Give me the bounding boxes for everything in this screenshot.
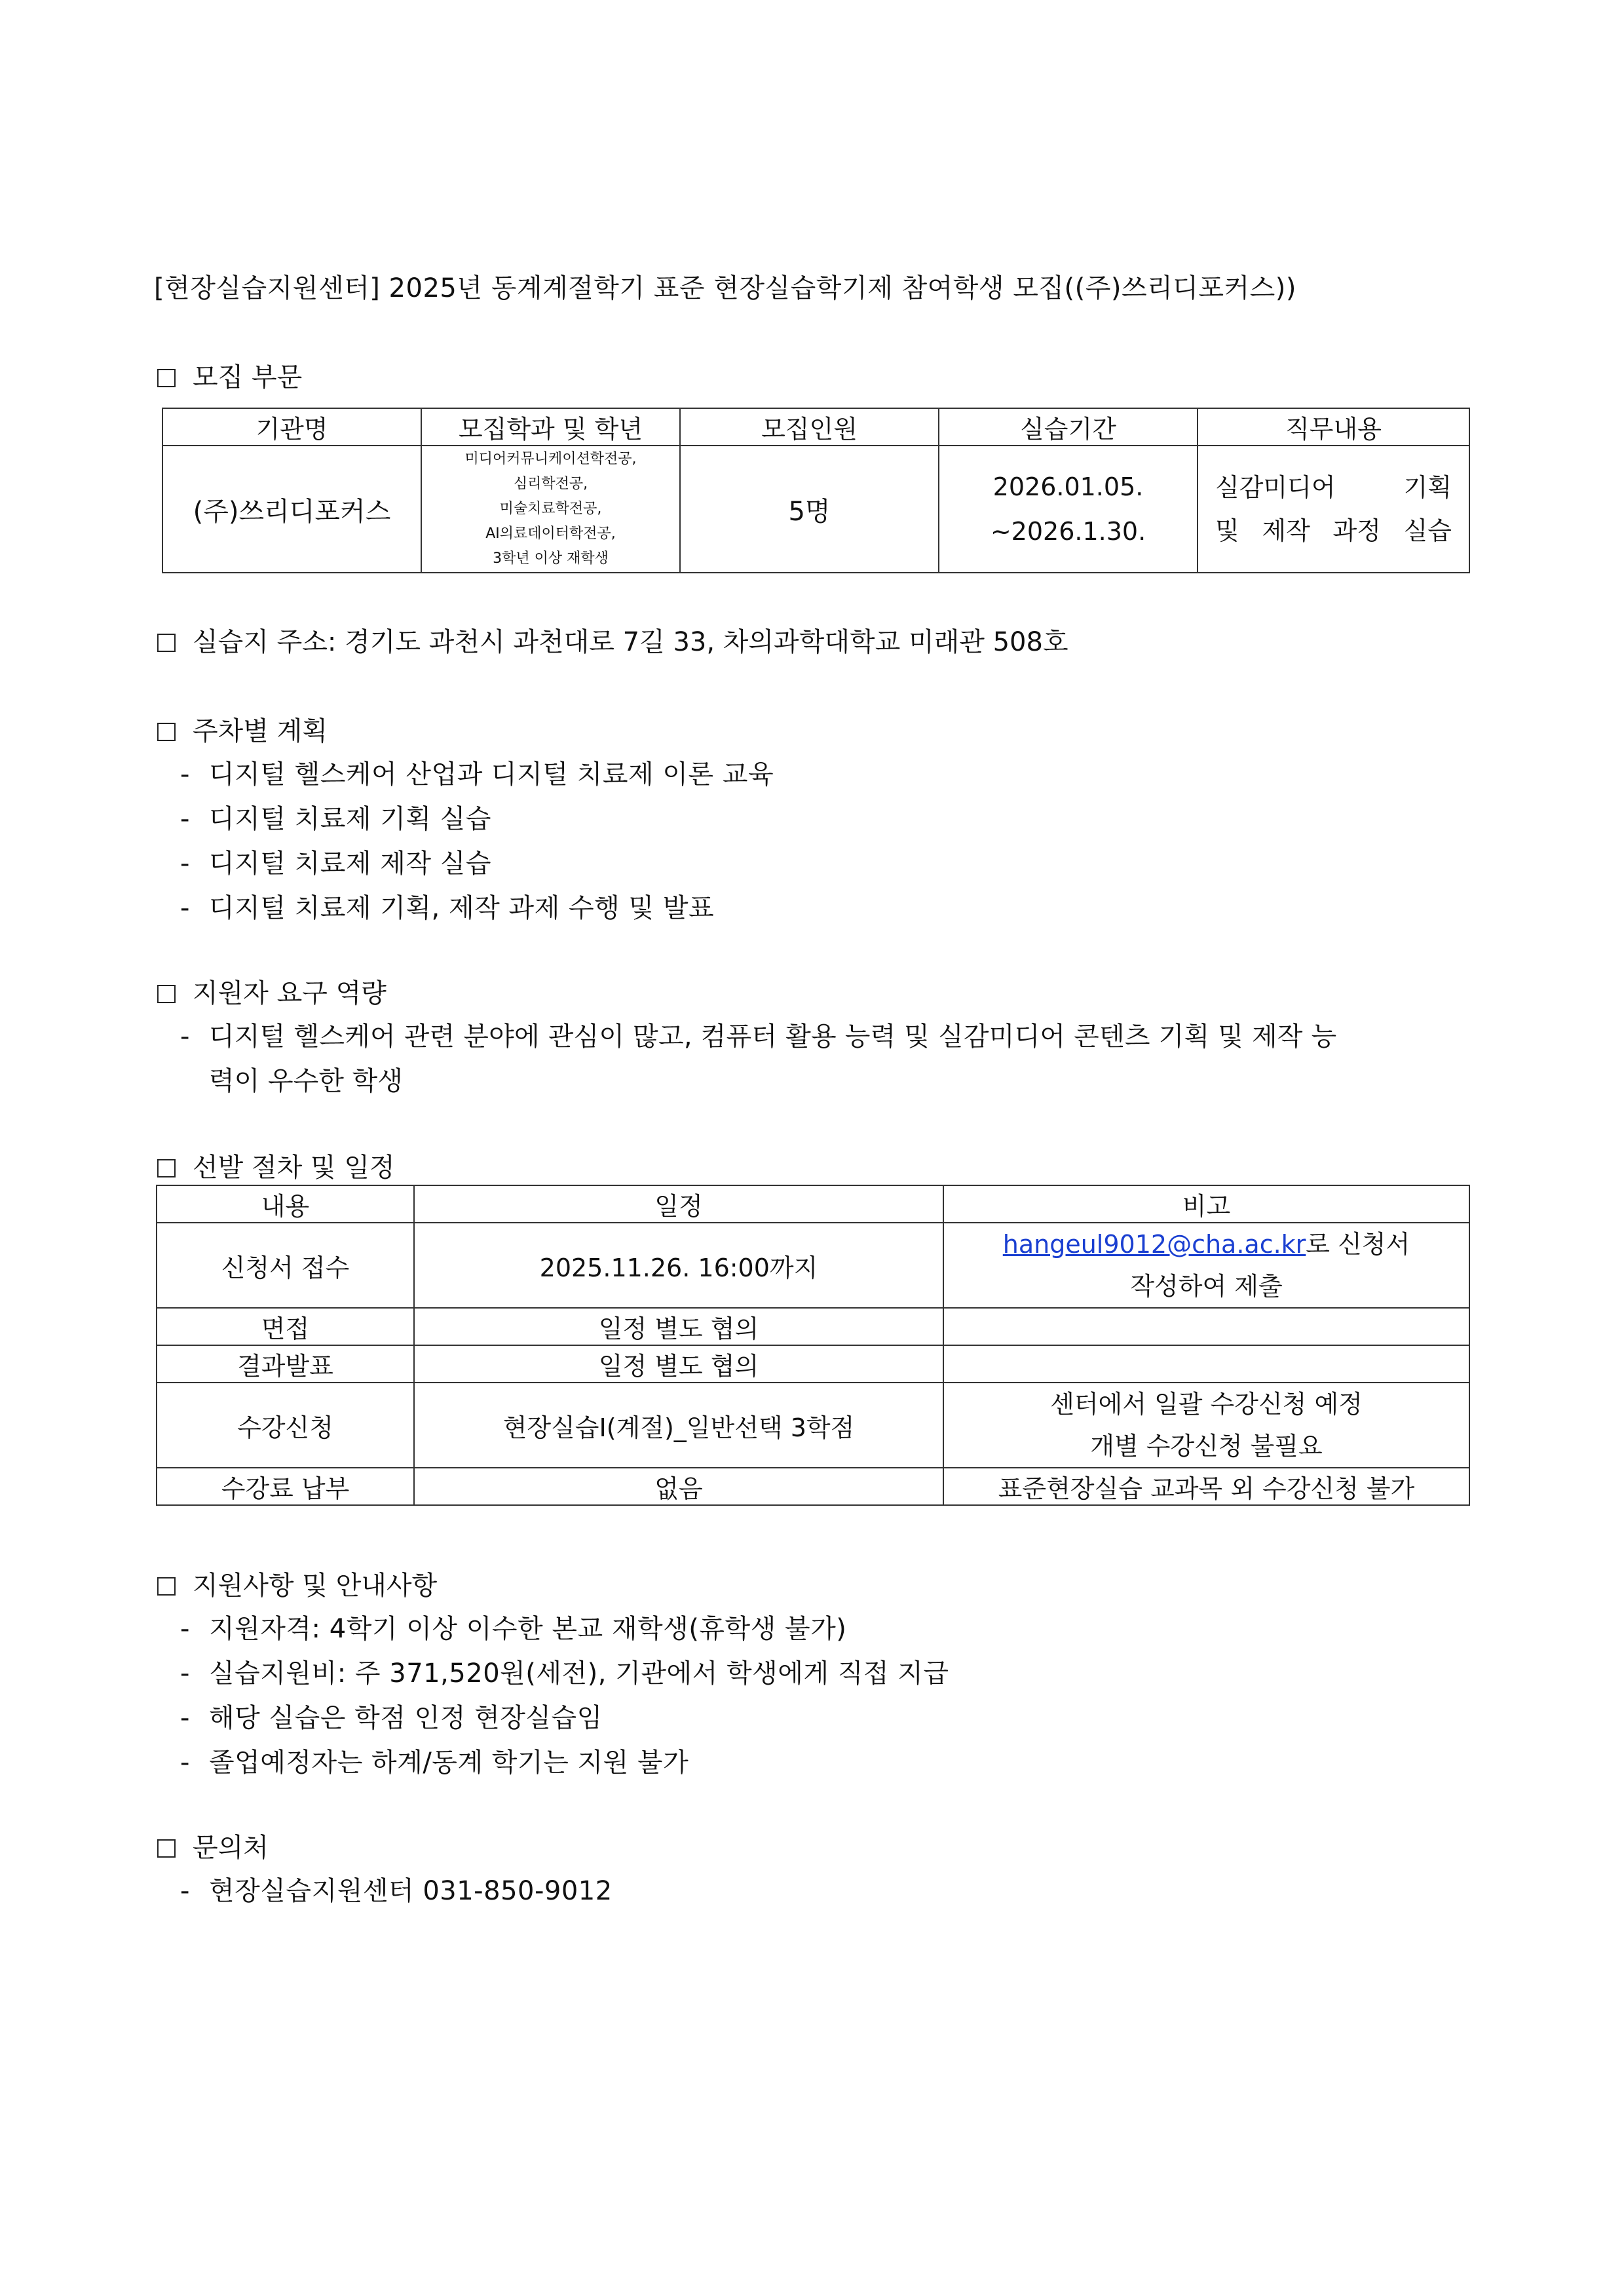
contact-heading: 문의처 xyxy=(157,1827,269,1864)
recruit-table-header-row xyxy=(162,408,1469,446)
recruit-table xyxy=(162,408,1470,573)
schedule-date: 현장실습Ⅰ(계절)_일반선택 3학점 xyxy=(414,1383,943,1468)
schedule-row xyxy=(157,1468,1469,1505)
header-duty: 직무내용 xyxy=(1198,408,1469,446)
competency-item-continued: 력이 우수한 학생 xyxy=(209,1066,403,1096)
schedule-note xyxy=(943,1383,1469,1468)
checkbox-square-icon xyxy=(157,1577,176,1596)
schedule-note xyxy=(943,1345,1469,1383)
note-line: 센터에서 일괄 수강신청 예정 xyxy=(1050,1390,1363,1419)
period-end: ~2026.1.30. xyxy=(990,517,1146,546)
schedule-table xyxy=(156,1185,1470,1506)
duty-line: 실감미디어 기획 xyxy=(1215,473,1452,502)
dept-line: AI의료데이터학전공, xyxy=(485,526,616,542)
dept-line: 미술치료학전공, xyxy=(499,501,602,517)
checkbox-square-icon xyxy=(157,369,176,387)
schedule-date: 2025.11.26. 16:00까지 xyxy=(414,1223,943,1308)
note-line: 개별 수강신청 불필요 xyxy=(1090,1432,1323,1461)
dept-line: 미디어커뮤니케이션학전공, xyxy=(464,451,637,467)
support-item: - 해당 실습은 학점 인정 현장실습임 xyxy=(180,1703,603,1733)
checkbox-square-icon xyxy=(157,723,176,741)
schedule-row xyxy=(157,1223,1469,1308)
support-item: - 지원자격: 4학기 이상 이수한 본교 재학생(휴학생 불가) xyxy=(180,1614,847,1644)
weekly-heading: 주차별 계획 xyxy=(157,710,328,748)
schedule-date: 없음 xyxy=(414,1468,943,1505)
schedule-item: 면접 xyxy=(157,1308,414,1345)
dept-line: 3학년 이상 재학생 xyxy=(493,550,609,567)
weekly-item: - 디지털 치료제 기획, 제작 과제 수행 및 발표 xyxy=(180,893,715,923)
dept-line: 심리학전공, xyxy=(513,476,588,492)
schedule-row xyxy=(157,1345,1469,1383)
schedule-note xyxy=(943,1308,1469,1345)
checkbox-square-icon xyxy=(157,1839,176,1858)
contact-item: - 현장실습지원센터 031-850-9012 xyxy=(180,1876,613,1906)
support-item: - 실습지원비: 주 371,520원(세전), 기관에서 학생에게 직접 지급 xyxy=(180,1658,949,1689)
document-title: [현장실습지원센터] 2025년 동계계절학기 표준 현장실습학기제 참여학생 모집((주)쓰리디포커스)) xyxy=(154,273,1297,303)
recruit-heading: 모집 부문 xyxy=(157,356,302,394)
schedule-date: 일정 별도 협의 xyxy=(414,1345,943,1383)
dept-cell xyxy=(421,446,680,573)
weekly-item: - 디지털 치료제 제작 실습 xyxy=(180,849,492,879)
header-item: 내용 xyxy=(157,1185,414,1223)
note-suffix: 로 신청서 xyxy=(1306,1230,1410,1259)
checkbox-square-icon xyxy=(157,1159,176,1177)
schedule-row xyxy=(157,1308,1469,1345)
schedule-item: 신청서 접수 xyxy=(157,1223,414,1308)
recruit-table-row xyxy=(162,446,1469,573)
email-link[interactable]: hangeul9012@cha.ac.kr xyxy=(1002,1230,1306,1259)
schedule-note: 표준현장실습 교과목 외 수강신청 불가 xyxy=(943,1468,1469,1505)
duty-cell xyxy=(1198,446,1469,573)
period-start: 2026.01.05. xyxy=(992,472,1144,501)
period-cell xyxy=(939,446,1198,573)
competency-heading: 지원자 요구 역량 xyxy=(157,972,387,1010)
competency-item: - 디지털 헬스케어 관련 분야에 관심이 많고, 컴퓨터 활용 능력 및 실감미디어 콘텐츠 기획 및 제작 능 xyxy=(180,1022,1337,1052)
schedule-item: 수강료 납부 xyxy=(157,1468,414,1505)
selection-heading: 선발 절차 및 일정 xyxy=(157,1147,395,1184)
schedule-header-row xyxy=(157,1185,1469,1223)
support-heading: 지원사항 및 안내사항 xyxy=(157,1565,437,1602)
header-date: 일정 xyxy=(414,1185,943,1223)
header-note: 비고 xyxy=(943,1185,1469,1223)
weekly-item: - 디지털 헬스케어 산업과 디지털 치료제 이론 교육 xyxy=(180,759,774,790)
address-line: 실습지 주소: 경기도 과천시 과천대로 7길 33, 차의과학대학교 미래관 508호 xyxy=(157,621,1068,659)
duty-line: 및 제작 과정 실습 xyxy=(1215,516,1452,545)
schedule-item: 결과발표 xyxy=(157,1345,414,1383)
header-dept: 모집학과 및 학년 xyxy=(421,408,680,446)
checkbox-square-icon xyxy=(157,634,176,652)
recruit-count: 5명 xyxy=(680,446,939,573)
header-org: 기관명 xyxy=(162,408,421,446)
schedule-item: 수강신청 xyxy=(157,1383,414,1468)
header-period: 실습기간 xyxy=(939,408,1198,446)
schedule-date: 일정 별도 협의 xyxy=(414,1308,943,1345)
org-name: (주)쓰리디포커스 xyxy=(162,446,421,573)
checkbox-square-icon xyxy=(157,985,176,1003)
header-count: 모집인원 xyxy=(680,408,939,446)
support-item: - 졸업예정자는 하계/동계 학기는 지원 불가 xyxy=(180,1748,689,1778)
note-line: 작성하여 제출 xyxy=(1130,1272,1283,1301)
schedule-note xyxy=(943,1223,1469,1308)
schedule-row xyxy=(157,1383,1469,1468)
weekly-item: - 디지털 치료제 기획 실습 xyxy=(180,804,492,834)
